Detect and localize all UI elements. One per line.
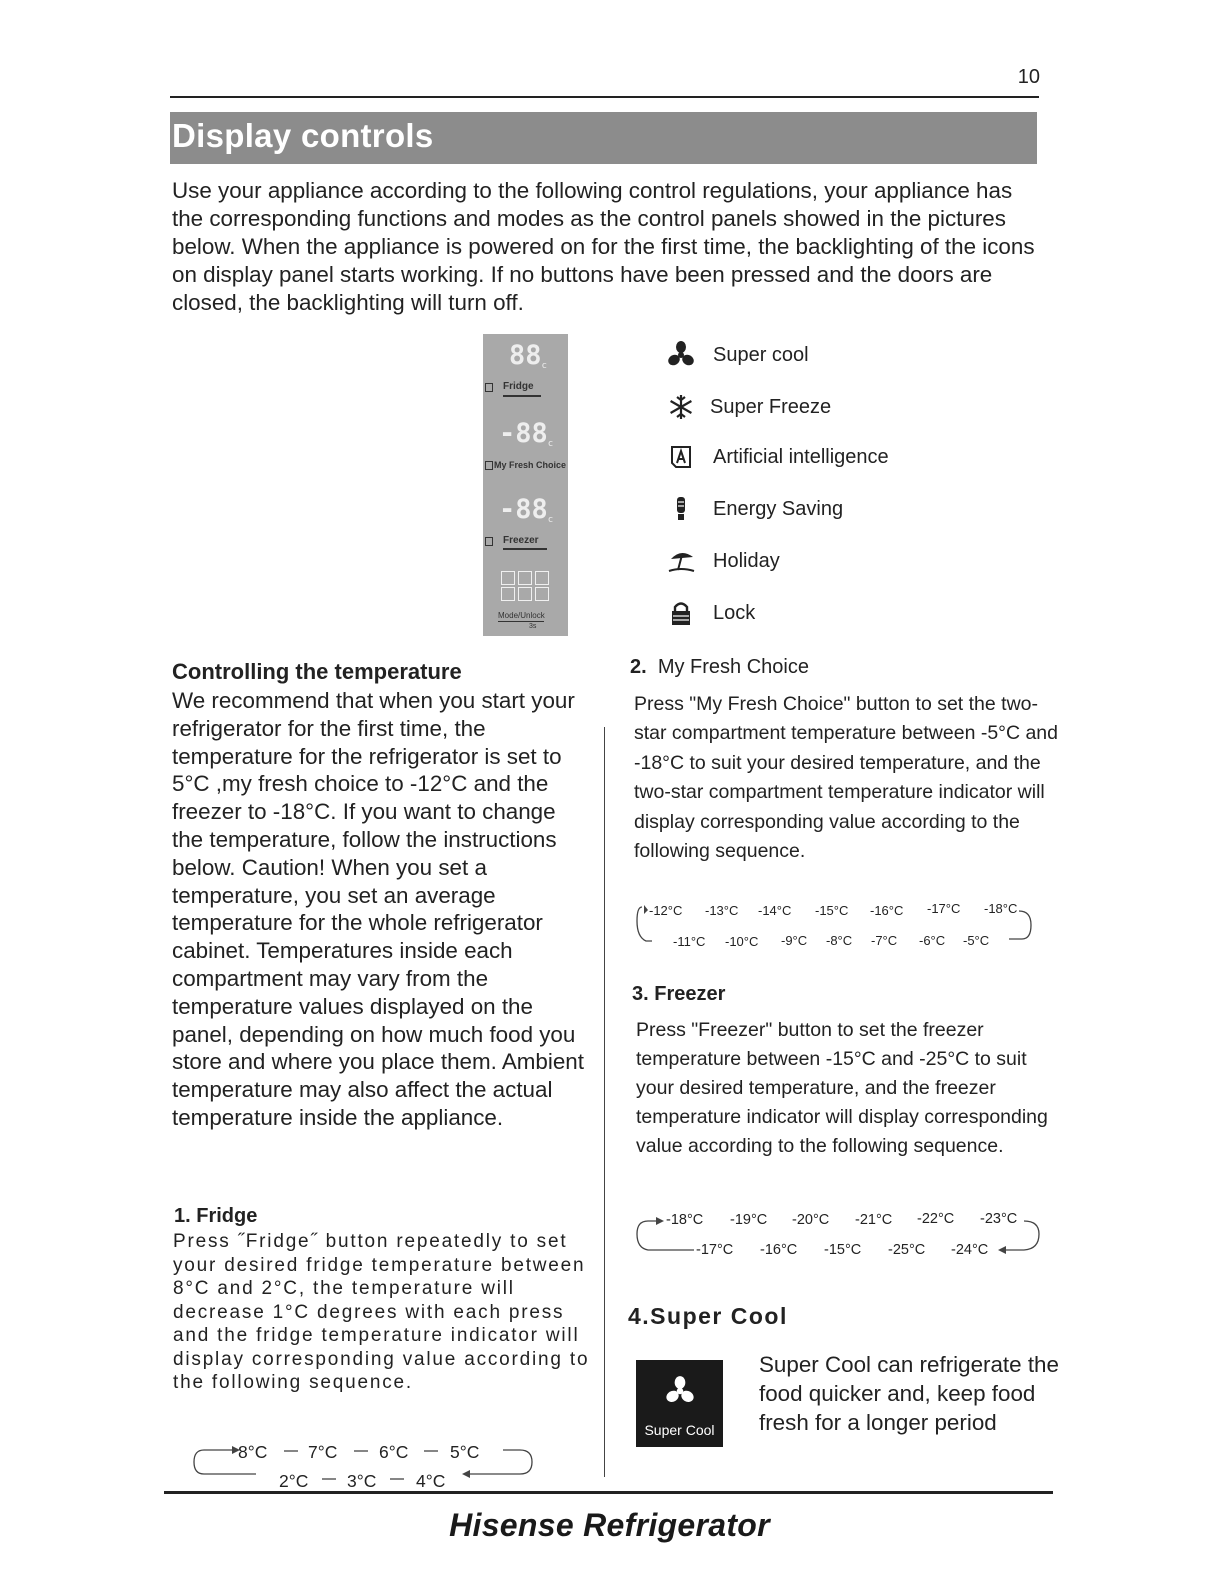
controlling-body: We recommend that when you start your refrigerator for the first time, the temperature for the refrigerator is set to 5°C ,my fresh choice to -12°C and the freezer to -18°C. If you want to change the temperature, follow the instructions below. Caution! When you set a temperature, you set an average temperature for the whole refrigerator cabinet. Temperatures inside each compartment may vary from the temperature values displayed on the panel, depending on how much food you store and where you place them. Ambient temperature may also affect the actual temperature inside the appliance. [172, 688, 584, 1130]
fridge-seq-4: 4°C [416, 1471, 446, 1491]
freezer-label-underline [503, 548, 547, 550]
intro-paragraph: Use your appliance according to the following control regulations, your appliance has the corresponding functions and modes as the control panels showed in the pictures below. When the appliance is powered on for the first time, the backlighting of the icons on display panel starts working. If no buttons have been pressed and the doors are closed, the backlighting will turn off. [172, 178, 1035, 315]
fridge-body: Press ˝Fridge˝ button repeatedly to set your desired fridge temperature between 8°C and 2°C, the temperature will decrease 1°C degrees with each press and the fridge temperature indicator will display corresponding value according to the following sequence. [173, 1231, 590, 1393]
fresh-heading: 2. My Fresh Choice [630, 656, 809, 678]
panel-energy-saving-button[interactable] [501, 587, 515, 601]
fresh-seq-top-2: -14°C [758, 903, 792, 918]
freezer-compartment-icon [485, 537, 493, 546]
fresh-compartment-icon [485, 461, 493, 470]
legend-label: Energy Saving [713, 498, 844, 520]
panel-mode-hint: 3s [529, 623, 537, 630]
panel-holiday-button[interactable] [518, 587, 532, 601]
lock-icon [666, 598, 696, 628]
section-title: Display controls [172, 117, 434, 154]
freezer-seq-top-3: -21°C [855, 1212, 893, 1228]
panel-mode-label: Mode/Unlock [498, 611, 545, 620]
freezer-heading: 3. Freezer [632, 983, 726, 1005]
panel-super-freeze-button[interactable] [518, 571, 532, 585]
panel-lock-button[interactable] [535, 587, 549, 601]
freezer-seq-bottom-2: -15°C [824, 1242, 862, 1258]
page-number: 10 [1017, 66, 1040, 88]
controlling-heading: Controlling the temperature [172, 659, 462, 684]
super-cool-button-label: Super Cool [644, 1422, 715, 1438]
fridge-label-underline [503, 395, 541, 397]
fridge-seq-3: 3°C [347, 1471, 377, 1491]
fresh-seq-bottom-0: -11°C [673, 934, 706, 949]
fresh-seq-bottom-1: -10°C [725, 934, 759, 949]
panel-fresh-label: My Fresh Choice [494, 460, 567, 470]
fridge-seq-2: 2°C [279, 1471, 309, 1491]
bulb-icon [666, 494, 696, 524]
legend-label: Super cool [713, 344, 809, 366]
fridge-compartment-icon [485, 383, 493, 392]
beach-umbrella-icon [666, 546, 696, 576]
legend-label: Holiday [713, 550, 780, 572]
freezer-seq-top-1: -19°C [730, 1212, 768, 1228]
freezer-seq-bottom-0: -17°C [696, 1242, 734, 1258]
top-rule [170, 96, 1039, 98]
freezer-display: -88c [499, 494, 554, 525]
control-panel-image [483, 334, 568, 636]
mode-label-underline [498, 621, 544, 622]
fresh-seq-top-0: -12°C [649, 903, 683, 918]
ai-icon [666, 442, 696, 472]
fridge-seq-5: 5°C [450, 1442, 480, 1462]
fresh-display: -88c [499, 418, 554, 449]
legend-label: Super Freeze [710, 396, 832, 418]
fresh-seq-top-3: -15°C [815, 903, 849, 918]
fridge-seq-6: 6°C [379, 1442, 409, 1462]
panel-freezer-label: Freezer [503, 535, 539, 546]
fresh-seq-bottom-3: -8°C [826, 933, 853, 948]
super-cool-button[interactable] [636, 1360, 723, 1447]
fan-icon [664, 1374, 696, 1408]
fresh-seq-bottom-6: -5°C [963, 933, 990, 948]
freezer-body: Press "Freezer" button to set the freezer temperature between -15°C and -25°C to suit your desired temperature, and the freezer temperature indicator will display corresponding value according to the following sequence. [636, 1019, 1048, 1157]
fan-icon [666, 340, 696, 370]
panel-ai-button[interactable] [535, 571, 549, 585]
fresh-seq-bottom-5: -6°C [919, 933, 946, 948]
fridge-seq-7: 7°C [308, 1442, 338, 1462]
panel-super-cool-button[interactable] [501, 571, 515, 585]
freezer-seq-top-0: -18°C [666, 1212, 704, 1228]
freezer-seq-bottom-3: -25°C [888, 1242, 926, 1258]
freezer-seq-top-5: -23°C [980, 1211, 1018, 1227]
bottom-rule [164, 1491, 1053, 1494]
column-divider [604, 727, 605, 1477]
legend-label: Artificial intelligence [713, 446, 889, 468]
freezer-seq-bottom-4: -24°C [951, 1242, 989, 1258]
freezer-seq-top-4: -22°C [917, 1211, 955, 1227]
fresh-body: Press "My Fresh Choice" button to set the two-star compartment temperature between -5°C and -18°C to suit your desired temperature, and the two-star compartment temperature indicator will display corresponding value according to the following sequence. [634, 693, 1059, 863]
legend-label: Lock [713, 602, 756, 624]
footer-brand: Hisense Refrigerator [449, 1507, 770, 1543]
fresh-seq-top-4: -16°C [870, 903, 904, 918]
freezer-seq-bottom-1: -16°C [760, 1242, 798, 1258]
super-cool-body: Super Cool can refrigerate the food quicker and, keep food fresh for a longer period [759, 1352, 1059, 1435]
fresh-seq-top-5: -17°C [927, 901, 961, 916]
fridge-seq-8: 8°C [238, 1442, 268, 1462]
fridge-heading: 1. Fridge [174, 1205, 258, 1227]
section-header [170, 112, 1037, 164]
freezer-seq-top-2: -20°C [792, 1212, 830, 1228]
fresh-seq-bottom-2: -9°C [781, 933, 808, 948]
fresh-seq-top-6: -18°C [984, 901, 1018, 916]
panel-fridge-label: Fridge [503, 381, 534, 392]
super-cool-heading: 4.Super Cool [628, 1303, 788, 1329]
snowflake-icon [666, 392, 696, 422]
fresh-seq-top-1: -13°C [705, 903, 739, 918]
fresh-seq-bottom-4: -7°C [871, 933, 898, 948]
fridge-display: 88c [509, 340, 547, 371]
